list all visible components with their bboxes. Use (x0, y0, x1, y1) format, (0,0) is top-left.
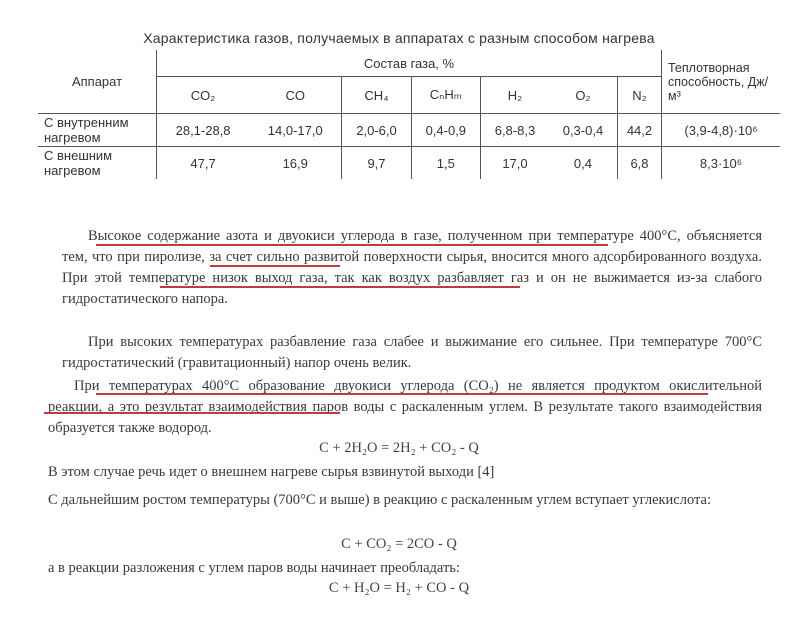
table-cell: 8,3·10⁶ (662, 147, 781, 180)
gas-composition-table (38, 50, 780, 179)
paragraph: В этом случае речь идет о внешнем нагреве сырья взвинутой выходи [4] (48, 464, 495, 480)
paragraph-block (48, 376, 762, 439)
component-header: CO (249, 77, 342, 114)
component-header: CₙHₘ (411, 77, 480, 114)
paragraph: При температурах 400°С образование двуокиси углерода (CO₂) не является продуктом окислительной реакции, а это результат взаимодействия паров воды с раскаленным углем. В результате такого взаимодействия образуется также водород. (48, 378, 762, 436)
paragraph: Высокое содержание азота и двуокиси углерода в газе, полученном при температуре 400°С, объясняется тем, что при пиролизе, за счет сильно развитой поверхности сырья, вносится много адсорбированного воздуха. При этой температуре низок выход газа, так как воздух разбавляет газ и он не выжимается из-за слабого гидростатического напора. (62, 228, 762, 307)
table-cell: 9,7 (342, 147, 411, 180)
component-header: N₂ (617, 77, 661, 114)
table-cell: 28,1-28,8 (157, 114, 250, 147)
paragraph-block (62, 226, 762, 310)
paragraph-block (48, 490, 762, 511)
table-cell: 17,0 (480, 147, 549, 180)
formula: C + H₂O = H₂ + CO - Q (328, 580, 470, 596)
table-title: Характеристика газов, получаемых в аппаратах с разным способом нагрева (143, 30, 655, 46)
apparatus-header: Аппарат (38, 50, 157, 114)
component-header: CO₂ (157, 77, 250, 114)
component-header: O₂ (549, 77, 618, 114)
table-cell: 0,3-0,4 (549, 114, 618, 147)
paragraph-block (48, 462, 762, 483)
formula: C + CO₂ = 2CO - Q (341, 536, 457, 552)
table-cell: 6,8-8,3 (480, 114, 549, 147)
component-header: H₂ (480, 77, 549, 114)
composition-group-header: Состав газа, % (157, 50, 662, 77)
table-cell: 16,9 (282, 155, 308, 171)
row-label: С внутренним нагревом (38, 114, 157, 147)
table-cell: 0,4 (573, 155, 592, 171)
annotation-underline (96, 244, 608, 246)
table-cell: 47,7 (157, 147, 250, 180)
annotation-underline (160, 286, 520, 288)
paragraph: а в реакции разложения с углем паров воды начинает преобладать: (48, 560, 460, 576)
annotation-underline (96, 393, 708, 395)
component-header: CH₄ (342, 77, 411, 114)
table-cell: 0,4-0,9 (411, 114, 480, 147)
table-cell: (3,9-4,8)·10⁶ (662, 114, 781, 147)
annotation-underline (210, 265, 340, 267)
paragraph: С дальнейшим ростом температуры (700°С и выше) в реакцию с раскаленным углем вступает углекислота: (48, 492, 712, 508)
row-label: С внешним нагревом (44, 148, 113, 178)
annotation-underline (44, 412, 340, 414)
paragraph-block (48, 558, 762, 579)
paragraph: При высоких температурах разбавление газа слабее и выжимание его сильнее. При температуре 700°С гидростатический (гравитационный) напор очень велик. (62, 334, 762, 371)
formula: C + 2H₂O = 2H₂ + CO₂ - Q (319, 440, 479, 456)
table-cell: 44,2 (617, 114, 661, 147)
table-cell: 6,8 (617, 147, 661, 180)
table-cell: 1,5 (411, 147, 480, 180)
table-cell: 2,0-6,0 (342, 114, 411, 147)
table-cell: 14,0-17,0 (249, 114, 342, 147)
paragraph-block (62, 332, 762, 374)
heat-value-header: Теплотворная способность, Дж/м³ (662, 50, 781, 114)
